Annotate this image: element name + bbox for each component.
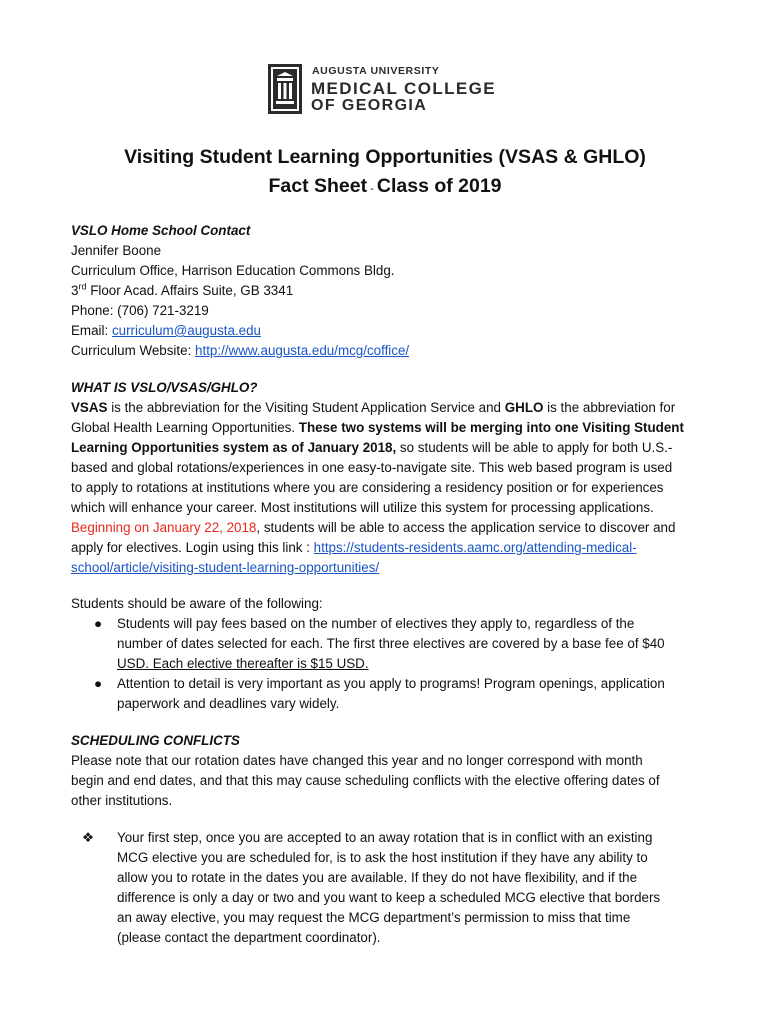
floor-number: 3 [71,283,79,298]
scheduling-line-2: begin and end dates, and that this may cause scheduling conflicts with the elective offering dates of [71,773,660,788]
what-line-1-text-a: is the abbreviation for the Visiting Student Application Service and [107,400,505,415]
what-line-5: to apply to rotations at institutions where you are considering a residency position or for experiences [71,480,664,495]
what-line-7 [71,518,701,538]
start-date: Beginning on January 22, 2018 [71,520,257,535]
what-line-3 [71,438,701,458]
what-line-2 [71,418,701,438]
floor-ordinal: rd [78,281,87,292]
scheduling-line-3: other institutions. [71,793,173,808]
step-line-2: MCG elective you are scheduled for, is to ask the host institution if they have any ability to [117,850,648,865]
what-line-7-text: , students will be able to access the application service to discover and [256,520,676,535]
what-line-8-text: apply for electives. Login using this link : [71,540,314,555]
what-line-1 [71,398,701,418]
step-line-3: allow you to rotate in the dates you are available. If they do not have flexibility, and if the [117,870,638,885]
step-line-1: Your first step, once you are accepted to an away rotation that is in conflict with an existing [117,830,653,845]
website-label: Curriculum Website: [71,343,196,358]
subtitle-dash: - [367,183,377,195]
subtitle-fact-sheet: Fact Sheet [268,175,368,197]
logo [268,64,508,116]
bullet-icon: ● [94,676,103,691]
what-line-3-bold: Learning Opportunities system as of January 2018, [71,440,397,455]
university-seal-icon [268,64,302,114]
what-line-9 [71,558,701,578]
step-line-5: an away elective, you may request the MCG department’s permission to miss that time [117,910,631,925]
what-line-3-text: so students will be able to apply for both U.S.- [396,440,673,455]
what-line-4: based and global rotations/experiences in one easy-to-navigate site. This web based program is used [71,460,673,475]
what-line-8 [71,538,701,558]
contact-office: Curriculum Office, Harrison Education Commons Bldg. [71,263,395,278]
logo-college-line2: OF GEORGIA [311,97,428,114]
contact-phone: Phone: (706) 721-3219 [71,303,209,318]
aware-list [71,614,701,714]
subtitle-class: Class of 2019 [376,175,502,197]
list-item [71,674,701,714]
what-heading: WHAT IS VSLO/VSAS/GHLO? [71,380,258,395]
contact-section [71,221,701,361]
contact-floor [71,281,701,301]
attention-line-2: paperwork and deadlines vary widely. [117,696,340,711]
list-item [71,614,701,674]
what-line-6: which will enhance your career. Most institutions will utilize this system for processing applications. [71,500,654,515]
bullet-icon: ● [94,616,103,631]
attention-line-1: Attention to detail is very important as you apply to programs! Program openings, application [117,676,665,691]
aware-section [71,594,701,714]
first-step-list [71,828,701,948]
scheduling-heading: SCHEDULING CONFLICTS [71,733,240,748]
floor-rest: Floor Acad. Affairs Suite, GB 3341 [86,283,294,298]
aamc-link-part2[interactable]: school/article/visiting-student-learning-opportunities/ [71,560,380,575]
fee-line-1: Students will pay fees based on the number of electives they apply to, regardless of the [117,616,635,631]
page-subtitle [0,175,770,198]
scheduling-line-1: Please note that our rotation dates have changed this year and no longer correspond with month [71,753,643,768]
aamc-link-part1[interactable]: https://students-residents.aamc.org/attending-medical- [313,540,637,555]
first-step-section [71,828,701,948]
what-line-2-bold: These two systems will be merging into one Visiting Student [298,420,684,435]
fee-line-3: USD. Each elective thereafter is $15 USD. [117,656,369,671]
aware-intro: Students should be aware of the following: [71,596,323,611]
page-title: Visiting Student Learning Opportunities (VSAS & GHLO) [124,146,646,168]
contact-name: Jennifer Boone [71,243,162,258]
contact-heading: VSLO Home School Contact [71,223,251,238]
step-line-4: difference is only a day or two and you want to keep a scheduled MCG elective that borders [117,890,661,905]
contact-email-line [71,321,701,341]
vsas-term: VSAS [71,400,108,415]
email-link[interactable]: curriculum@augusta.edu [111,323,261,338]
what-is-section [71,378,701,578]
email-label: Email: [71,323,112,338]
website-link[interactable]: http://www.augusta.edu/mcg/coffice/ [195,343,410,358]
fee-line-2: number of dates selected for each. The first three electives are covered by a base fee of $40 [117,636,665,651]
logo-university: AUGUSTA UNIVERSITY [312,65,440,77]
ghlo-term: GHLO [504,400,544,415]
contact-website-line [71,341,701,361]
logo-college-line1: MEDICAL COLLEGE [311,79,497,98]
list-item [71,828,701,948]
what-line-2-text: Global Health Learning Opportunities. [71,420,299,435]
step-line-6: (please contact the department coordinator). [117,930,381,945]
what-line-1-text-b: is the abbreviation for [543,400,676,415]
scheduling-section [71,731,701,811]
diamond-bullet-icon: ❖ [82,830,95,845]
